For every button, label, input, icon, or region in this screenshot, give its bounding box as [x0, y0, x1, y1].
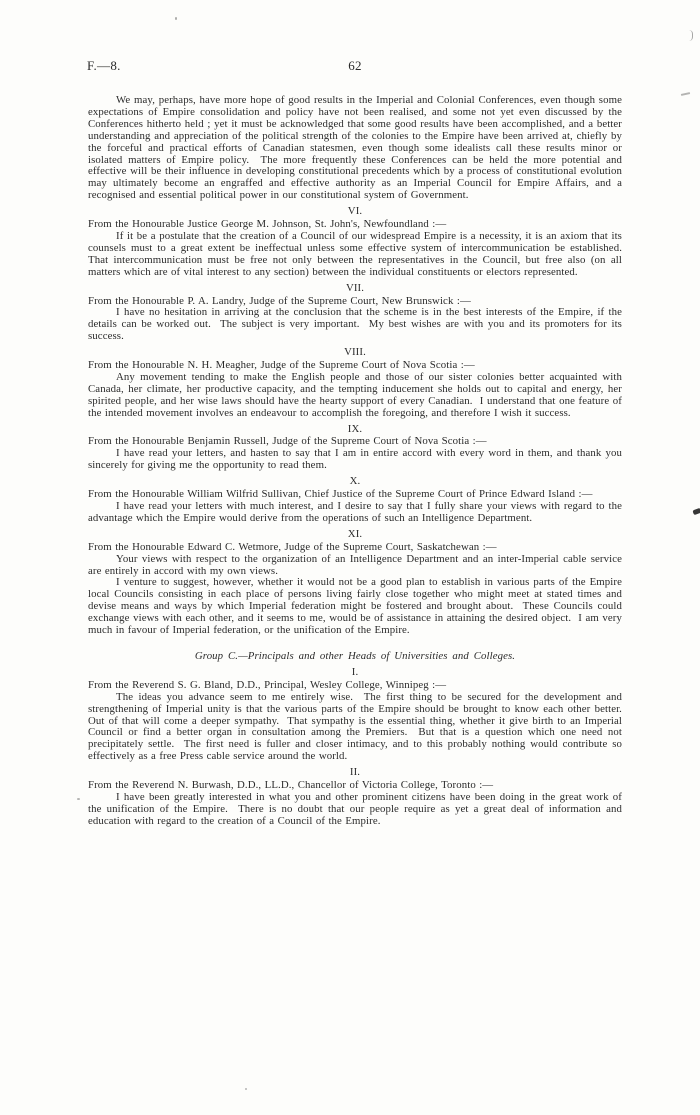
text-block: [87, 58, 629, 828]
letter-paragraph: I venture to suggest, however, whether it would not be a good plan to establish in various parts of the Empire local Councils consisting in each place of persons living fairly close together who might meet at stated times and devise means and ways by which Imperial federation might be fostered and brought about. These Councils could exchange views with each other, and it seems to me, would be of assistance in attaining the desired object. I am very much in favour of Imperial federation, or the unification of the Empire.: [88, 576, 626, 637]
scan-artifact: [681, 92, 690, 96]
section-numeral: X.: [349, 475, 361, 488]
scan-artifact: [175, 17, 177, 20]
scan-artifact: [686, 30, 693, 41]
from-line: From the Honourable Benjamin Russell, Judge of the Supreme Court of Nova Scotia :—: [88, 435, 487, 448]
letter-paragraph: The ideas you advance seem to me entirely wise. The first thing to be secured for the development and strengthening of Imperial unity is that the various parts of the Empire should be brought to know each other better. Out of that will come a deeper sympathy. That sympathy is the essential thing, whether it give birth to an Imperial Council or find a better organ in consultation among the Premiers. But that is a question which one need not precipitately settle. The first need is fuller and closer intimacy, and to this probably nothing would contribute so effectively as a free Press cable service around the world.: [88, 690, 629, 763]
letter-paragraph: If it be a postulate that the creation of a Council of our widespread Empire is a necessity, it is an axiom that its counsels must to a great extent be ineffectual unless some effective system of intercommunication be established. That intercommunication must be free not only between the representatives in the Council, but free also (on all matters which are of vital interest to any section) between the individual constituents or electors represented.: [88, 229, 629, 278]
letter-paragraph: I have read your letters with much interest, and I desire to say that I fully share your views with regard to the advantage which the Empire would derive from the operations of such an Intelligence Department.: [88, 500, 626, 524]
from-line: From the Honourable P. A. Landry, Judge of the Supreme Court, New Brunswick :—: [88, 294, 471, 307]
section-ix: [88, 422, 626, 473]
group-c-section-i: [88, 665, 629, 763]
scan-artifact: [245, 1088, 247, 1090]
group-c-heading: Group C.—Principals and other Heads of Universities and Colleges.: [194, 649, 516, 662]
section-numeral: VII.: [345, 281, 365, 294]
letter-paragraph: I have read your letters, and hasten to say that I am in entire accord with every word in them, and thank you sincerely for giving me the opportunity to read them.: [88, 447, 626, 472]
doc-reference: F.—8.: [87, 58, 121, 73]
page-number: 62: [348, 58, 362, 73]
letter-paragraph: Any movement tending to make the English people and those of our sister colonies better acquainted with Canada, her climate, her productive capacity, and the tempting inducement she holds out to capital and energy, her spirited people, and her wise laws should have the hearty support of every Canadian. I understand that one feature of the intended movement involves an endeavour to accomplish the foregoing, and therefore I wish it success.: [88, 370, 626, 419]
from-line: From the Honourable N. H. Meagher, Judge of the Supreme Court of Nova Scotia :—: [88, 359, 475, 372]
section-x: [88, 475, 626, 525]
from-line: From the Reverend N. Burwash, D.D., LL.D., Chancellor of Victoria College, Toronto :—: [88, 779, 494, 792]
scan-artifact: [692, 508, 700, 515]
section-viii: [88, 346, 626, 419]
intro-paragraph: We may, perhaps, have more hope of good results in the Imperial and Colonial Conferences, even though some expectations of Empire consolidation and policy have not been realised, and some not yet even discussed by the Conferences hitherto held ; yet it must be acknowledged that some good results have been accomplished, and a better understanding and appreciation of the political strength of the colonies to the Empire have been arrived at, chiefly by the forceful and practical efforts of Canadian statesmen, even though some idealists call these results minor or isolated matters of Empire policy. The more frequently these Conferences can be held the more potential and effective will be their influence in developing constitutional precedents which by a process of constitutional evolution may ultimately become an engraffed and effective authority as an Imperial Council for Empire Affairs, and a recognised and essential political power in our constitutional system of Government.: [88, 94, 626, 202]
letter-paragraph: Your views with respect to the organization of an Intelligence Department and an inter-Imperial cable service are entirely in accord with my own views.: [88, 552, 626, 577]
scan-artifact: [77, 798, 80, 800]
from-line: From the Honourable Edward C. Wetmore, Judge of the Supreme Court, Saskatchewan :—: [88, 540, 497, 553]
letter-paragraph: I have no hesitation in arriving at the conclusion that the scheme is in the best interests of the Empire, if the details can be worked out. The subject is very important. My best wishes are with you and its promoters for its success.: [88, 306, 626, 343]
section-vii: [88, 281, 626, 344]
from-line: From the Honourable William Wilfrid Sullivan, Chief Justice of the Supreme Court of Prince Edward Island :—: [88, 488, 593, 501]
section-numeral: IX.: [347, 422, 363, 435]
group-c-section-ii: [88, 766, 626, 828]
section-numeral: VIII.: [344, 346, 366, 359]
section-vi: [88, 205, 629, 278]
letter-paragraph: I have been greatly interested in what you and other prominent citizens have been doing in the great work of the unification of the Empire. There is no doubt that our people require as yet a great deal of information and education with regard to the creation of a Council of the Empire.: [88, 790, 626, 827]
section-xi: [88, 527, 626, 637]
page-header: [88, 58, 622, 74]
from-line: From the Reverend S. G. Bland, D.D., Principal, Wesley College, Winnipeg :—: [88, 678, 447, 691]
from-line: From the Honourable Justice George M. Johnson, St. John's, Newfoundland :—: [88, 218, 447, 231]
section-numeral: XI.: [347, 527, 363, 540]
section-numeral: I.: [351, 665, 359, 678]
section-numeral: VI.: [347, 205, 363, 218]
section-numeral: II.: [349, 766, 361, 779]
